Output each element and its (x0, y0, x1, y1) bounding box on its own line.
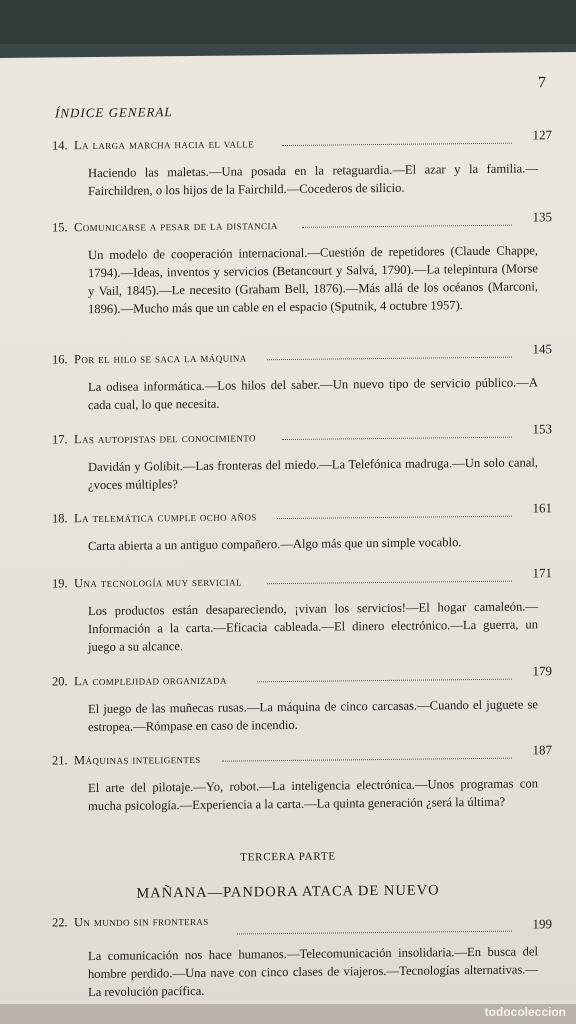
entry-title: La larga marcha hacia el valle (74, 136, 255, 153)
toc-entry-17 (52, 421, 552, 494)
entry-summary: El juego de las muñecas rusas.—La máquina de cinco carcasas.—Cuando el juguete se estropea.—Rómpase en caso de incendio. (88, 697, 538, 735)
entry-number: 20. (52, 674, 68, 689)
dot-leader (302, 225, 512, 228)
entry-summary: Davidán y Golibit.—Las fronteras del miedo.—La Telefónica madruga.—Un solo canal, ¿voces múltiples? (88, 455, 538, 493)
entry-title: Máquinas inteligentes (74, 751, 201, 768)
entry-number: 14. (52, 138, 68, 153)
dot-leader (282, 143, 512, 146)
dot-leader (222, 758, 512, 762)
toc-entry-20 (52, 663, 552, 736)
toc-entry-21 (52, 742, 552, 815)
entry-page: 161 (532, 500, 552, 516)
entry-title: La telemática cumple ocho años (74, 509, 257, 526)
entry-title: Un mundo sin fronteras (74, 913, 209, 930)
entry-summary: El arte del pilotaje.—Yo, robot.—La inteligencia electrónica.—Unos programas con mucha psicología.—Experiencia a la carta.—La quinta generación ¿será la última? (88, 776, 538, 814)
entry-number: 22. (52, 915, 68, 930)
entry-number: 19. (52, 576, 68, 591)
entry-page: 153 (532, 421, 552, 437)
entry-number: 17. (52, 432, 68, 447)
entry-page: 145 (532, 341, 552, 357)
entry-title: Comunicarse a pesar de la distancia (74, 218, 278, 235)
entry-summary: Los productos están desapareciendo, ¡vivan los servicios!—El hogar camaleón.—Información a la carta.—Eficacia cableada.—El dinero electrónico.—La guerra, un juego a su alcance. (88, 599, 538, 655)
entry-title: Las autopistas del conocimiento (74, 430, 256, 447)
entry-number: 18. (52, 511, 68, 526)
dot-leader (267, 581, 512, 585)
dot-leader (277, 516, 512, 519)
section-title: MAÑANA—PANDORA ATACA DE NUEVO (136, 882, 440, 902)
entry-number: 21. (52, 753, 68, 768)
entry-summary: Haciendo las maletas.—Una posada en la retaguardia.—El azar y la familia.—Fairchildren, o los hijos de la Fairchild.—Cocederos de silicio. (88, 161, 538, 199)
running-head: ÍNDICE GENERAL (55, 104, 173, 121)
entry-summary: Carta abierta a un antiguo compañero.—Algo más que un simple vocablo. (88, 535, 462, 554)
entry-number: 16. (52, 352, 68, 367)
entry-title: La complejidad organizada (74, 672, 227, 689)
dot-leader (282, 437, 512, 440)
toc-entry-14 (52, 127, 552, 200)
entry-summary: La odisea informática.—Los hilos del saber.—Un nuevo tipo de servicio público.—A cada cual, lo que necesita. (88, 375, 538, 413)
toc-entry-18 (52, 500, 552, 555)
entry-page: 135 (532, 209, 552, 225)
entry-summary: Un modelo de cooperación internacional.—Cuestión de repetidores (Claude Chappe, 1794).—Ideas, inventos y servicios (Betancourt y Salvá, 1790).—La telepintura (Morse y Vail, 1845).—Le necesito (Graham Bell, 1876).—Más allá de los océanos (Marconi, 1896).—Mucho más que un cable en el espacio (Sputnik, 4 octubre 1957). (88, 243, 538, 317)
toc-entry-19 (52, 565, 552, 656)
dot-leader (267, 357, 512, 361)
entry-number: 15. (52, 220, 68, 235)
toc-entry-22 (52, 904, 552, 1001)
watermark-logo: todocoleccion (484, 1005, 566, 1019)
entry-page: 199 (532, 916, 552, 932)
entry-title: Una tecnología muy servicial (74, 574, 242, 591)
book-page (0, 52, 576, 1024)
entry-title: Por el hilo se saca la máquina (74, 350, 247, 367)
dot-leader (257, 679, 512, 683)
entry-page: 127 (532, 127, 552, 143)
entry-page: 179 (532, 663, 552, 679)
entry-summary: La comunicación nos hace humanos.—Telecomunicación insolidaria.—En busca del hombre perdido.—Una nave con cinco clases de viajeros.—Tecnologías alternativas.—La revolución pacífica. (88, 944, 538, 1000)
entry-page: 171 (532, 565, 552, 581)
entry-page: 187 (532, 742, 552, 758)
toc-entry-15 (52, 209, 552, 318)
toc-entry-16 (52, 341, 552, 414)
page-number: 7 (538, 74, 546, 92)
section-label: TERCERA PARTE (240, 850, 336, 864)
dot-leader (237, 931, 512, 935)
